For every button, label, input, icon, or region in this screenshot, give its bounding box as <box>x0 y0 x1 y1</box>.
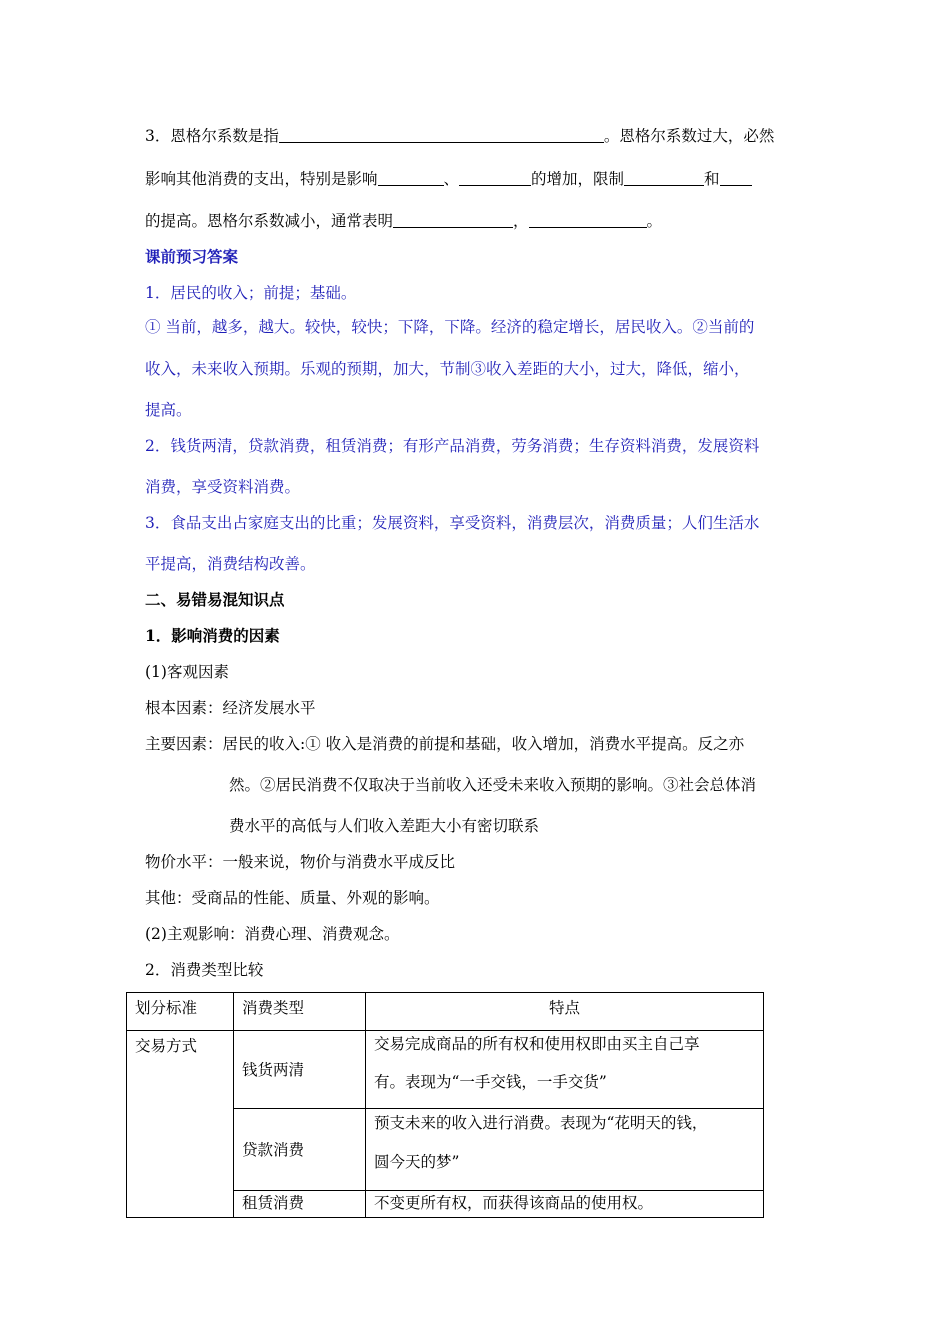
subsection-heading: 2．消费类型比较 <box>145 961 264 979</box>
answers-heading: 课前预习答案 <box>145 247 239 266</box>
main-factor-text: 居民的收入:① 收入是消费的前提和基础，收入增加，消费水平提高。反之亦 <box>222 735 745 753</box>
answer-1-detail: 收入，未来收入预期。乐观的预期，加大，节制③收入差距的大小，过大，降低，缩小， <box>145 360 750 378</box>
type-cell: 租赁消费 <box>234 1191 366 1218</box>
q3-text: 。 <box>646 212 663 230</box>
answer-1-detail: 提高。 <box>145 401 192 419</box>
type-cell: 钱货两清 <box>234 1031 366 1109</box>
table-header: 消费类型 <box>234 993 366 1031</box>
feature-line: 圆今天的梦” <box>374 1153 460 1171</box>
answer-blank[interactable] <box>279 126 604 143</box>
objective-factors: (1)客观因素 <box>145 663 229 681</box>
main-factor <box>145 734 744 754</box>
main-factor-cont: 然。②居民消费不仅取决于当前收入还受未来收入预期的影响。③社会总体消 <box>229 776 757 794</box>
q3-text: 3．恩格尔系数是指 <box>145 127 279 145</box>
table-header: 划分标准 <box>127 993 234 1031</box>
answer-1-detail: ① 当前，越多，越大。较快，较快；下降，下降。经济的稳定增长，居民收入。②当前的 <box>145 318 755 336</box>
feature-line: 有。表现为“一手交钱，一手交货” <box>374 1073 607 1091</box>
answer-2: 消费，享受资料消费。 <box>145 478 301 496</box>
answer-3: 平提高，消费结构改善。 <box>145 555 316 573</box>
q3-line-2 <box>145 169 752 189</box>
q3-text: 。恩格尔系数过大，必然 <box>603 127 775 145</box>
answer-2: 2．钱货两清，贷款消费，租赁消费；有形产品消费，劳务消费；生存资料消费，发展资料 <box>145 437 760 455</box>
section-heading: 二、易错易混知识点 <box>145 590 285 609</box>
table-row <box>127 1031 764 1109</box>
subsection-heading: 1．影响消费的因素 <box>145 626 280 645</box>
main-factor-label: 主要因素： <box>145 735 223 753</box>
price-factor: 物价水平：一般来说，物价与消费水平成反比 <box>145 853 456 871</box>
answer-blank[interactable] <box>720 169 752 186</box>
answer-blank[interactable] <box>624 169 704 186</box>
q3-text: 、 <box>443 170 460 188</box>
feature-cell <box>366 1031 764 1109</box>
feature-cell: 不变更所有权，而获得该商品的使用权。 <box>366 1191 764 1218</box>
q3-text: 和 <box>704 170 720 188</box>
other-factor: 其他：受商品的性能、质量、外观的影响。 <box>145 889 440 907</box>
feature-cell <box>366 1109 764 1191</box>
type-cell: 贷款消费 <box>234 1109 366 1191</box>
answer-blank[interactable] <box>529 211 647 228</box>
subjective-factors: (2)主观影响：消费心理、消费观念。 <box>145 925 400 943</box>
table-header-row <box>127 993 764 1031</box>
answer-3: 3．食品支出占家庭支出的比重；发展资料，享受资料，消费层次，消费质量；人们生活水 <box>145 514 760 532</box>
q3-text: 影响其他消费的支出，特别是影响 <box>145 170 378 188</box>
criterion-cell: 交易方式 <box>127 1031 234 1218</box>
main-factor-cont: 费水平的高低与人们收入差距大小有密切联系 <box>229 817 540 835</box>
consumption-type-table <box>126 992 764 1218</box>
table-header: 特点 <box>366 993 764 1031</box>
answer-blank[interactable] <box>459 169 531 186</box>
feature-line: 交易完成商品的所有权和使用权即由买主自己享 <box>374 1035 700 1053</box>
q3-line-3 <box>145 211 662 231</box>
feature-line: 预支未来的收入进行消费。表现为“花明天的钱， <box>374 1114 708 1132</box>
q3-text: 的增加，限制 <box>531 170 625 188</box>
answer-blank[interactable] <box>393 211 513 228</box>
q3-line-1 <box>145 126 774 146</box>
answer-blank[interactable] <box>378 169 444 186</box>
answer-1: 1．居民的收入；前提；基础。 <box>145 284 357 302</box>
root-factor: 根本因素：经济发展水平 <box>145 699 316 717</box>
q3-text: ， <box>513 212 529 230</box>
q3-text: 的提高。恩格尔系数减小，通常表明 <box>145 212 394 230</box>
